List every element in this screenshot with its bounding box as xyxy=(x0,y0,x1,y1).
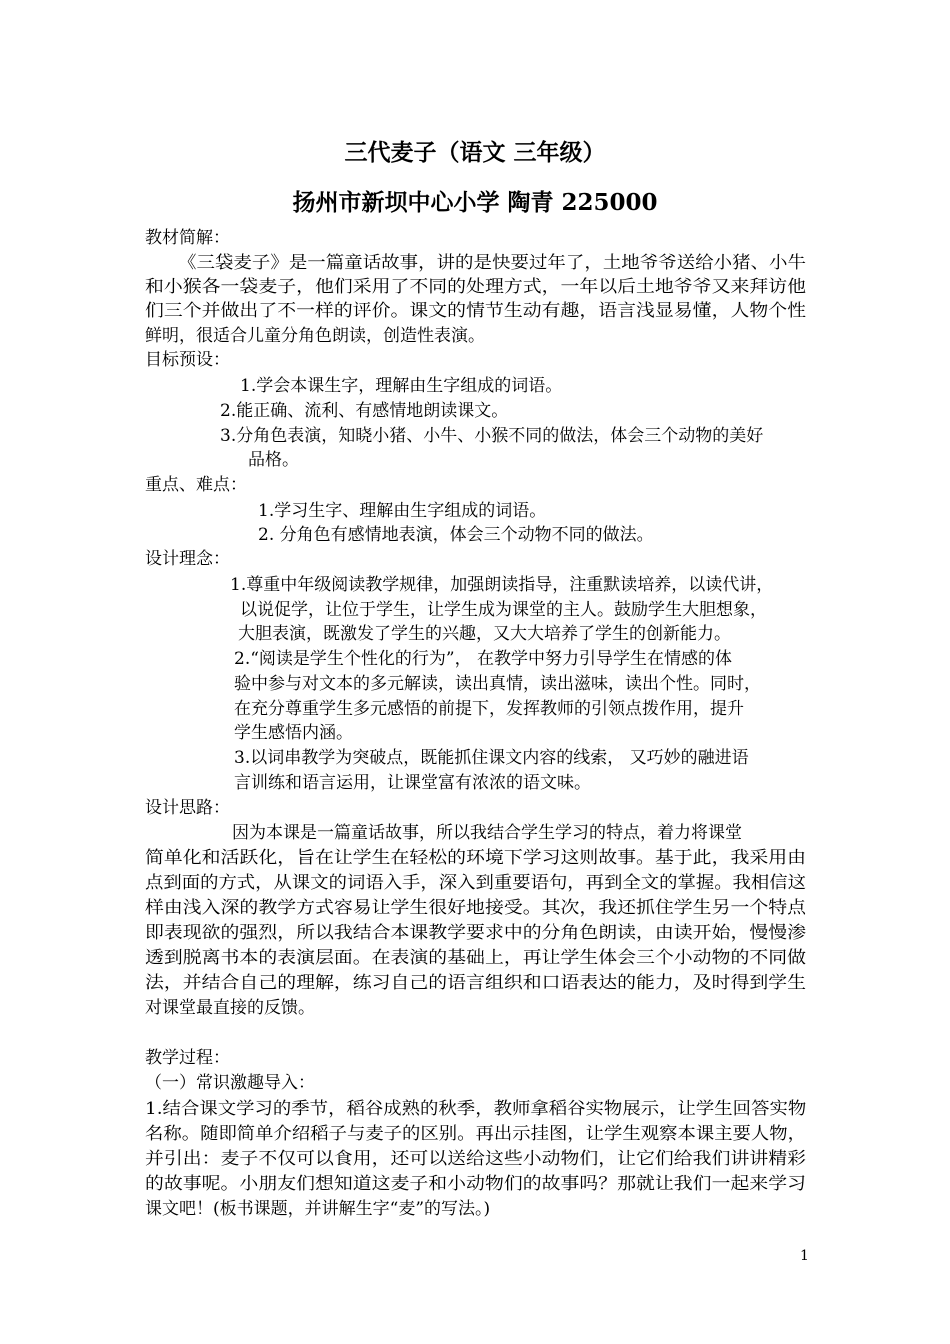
list-item: 验中参与对文本的多元解读，读出真情，读出滋味，读出个性。同时， xyxy=(234,674,761,694)
list-item: 以说促学，让位于学生，让学生成为课堂的主人。鼓励学生大胆想象， xyxy=(240,600,767,620)
section-heading: 目标预设： xyxy=(145,350,230,370)
document-title: 三代麦子（语文 三年级） xyxy=(344,139,606,166)
body-line: 样由浅入深的教学方式容易让学生很好地接受。其次，我还抓住学生另一个特点 xyxy=(145,898,806,918)
subsection-heading: （一）常识激趣导入： xyxy=(145,1073,315,1093)
body-line: 并引出：麦子不仅可以食用，还可以送给这些小动物们，让它们给我们讲讲精彩 xyxy=(145,1149,806,1169)
list-item: 3.分角色表演，知晓小猪、小牛、小猴不同的做法，体会三个动物的美好 xyxy=(220,426,764,446)
body-line: 和小猴各一袋麦子，他们采用了不同的处理方式，一年以后土地爷爷又来拜访他 xyxy=(145,277,806,297)
body-line: 课文吧！(板书课题，并讲解生字“麦”的写法。) xyxy=(145,1199,491,1219)
list-item: 学生感悟内涵。 xyxy=(234,723,353,743)
list-item: 2.“阅读是学生个性化的行为”， 在教学中努力引导学生在情感的体 xyxy=(234,649,733,669)
section-heading: 设计思路： xyxy=(145,798,230,818)
list-item: 品格。 xyxy=(248,450,299,470)
page-number: 1 xyxy=(800,1248,809,1264)
body-line: 即表现欲的强烈，所以我结合本课教学要求中的分角色朗读，由读开始，慢慢渗 xyxy=(145,923,806,943)
body-line: 1.结合课文学习的季节，稻谷成熟的秋季，教师拿稻谷实物展示，让学生回答实物 xyxy=(145,1099,807,1119)
body-line: 对课堂最直接的反馈。 xyxy=(145,998,315,1018)
body-line: 名称。随即简单介绍稻子与麦子的区别。再出示挂图，让学生观察本课主要人物， xyxy=(145,1124,806,1144)
body-line: 们三个并做出了不一样的评价。课文的情节生动有趣，语言浅显易懂，人物个性 xyxy=(145,301,806,321)
list-item: 1.学会本课生字，理解由生字组成的词语。 xyxy=(240,376,563,396)
body-line: 透到脱离书本的表演层面。在表演的基础上，再让学生体会三个小动物的不同做 xyxy=(145,948,806,968)
body-line: 《三袋麦子》是一篇童话故事，讲的是快要过年了，土地爷爷送给小猪、小牛 xyxy=(178,253,806,273)
body-line: 法，并结合自己的理解，练习自己的语言组织和口语表达的能力，及时得到学生 xyxy=(145,973,806,993)
section-heading: 教材简解： xyxy=(145,228,230,248)
section-heading: 设计理念： xyxy=(145,549,230,569)
body-line: 简单化和活跃化，旨在让学生在轻松的环境下学习这则故事。基于此，我采用由 xyxy=(145,848,806,868)
body-line: 鲜明，很适合儿童分角色朗读，创造性表演。 xyxy=(145,326,485,346)
list-item: 在充分尊重学生多元感悟的前提下，发挥教师的引领点拨作用，提升 xyxy=(234,699,744,719)
list-item: 2. 分角色有感情地表演，体会三个动物不同的做法。 xyxy=(258,525,654,545)
list-item: 1.学习生字、理解由生字组成的词语。 xyxy=(258,501,547,521)
section-heading: 重点、难点： xyxy=(145,475,247,495)
section-heading: 教学过程： xyxy=(145,1048,230,1068)
document-subtitle: 扬州市新坝中心小学 陶青 225000 xyxy=(292,189,658,216)
body-line: 点到面的方式，从课文的词语入手，深入到重要语句，再到全文的掌握。我相信这 xyxy=(145,873,806,893)
list-item: 2.能正确、流利、有感情地朗读课文。 xyxy=(220,401,509,421)
body-line: 的故事呢。小朋友们想知道这麦子和小动物们的故事吗？那就让我们一起来学习 xyxy=(145,1174,806,1194)
list-item: 3.以词串教学为突破点，既能抓住课文内容的线索， 又巧妙的融进语 xyxy=(234,748,749,768)
body-line: 因为本课是一篇童话故事，所以我结合学生学习的特点，着力将课堂 xyxy=(232,823,742,843)
list-item: 大胆表演，既激发了学生的兴趣，又大大培养了学生的创新能力。 xyxy=(238,624,731,644)
list-item: 言训练和语言运用，让课堂富有浓浓的语文味。 xyxy=(234,773,591,793)
list-item: 1.尊重中年级阅读教学规律，加强朗读指导，注重默读培养，以读代讲， xyxy=(230,575,774,595)
